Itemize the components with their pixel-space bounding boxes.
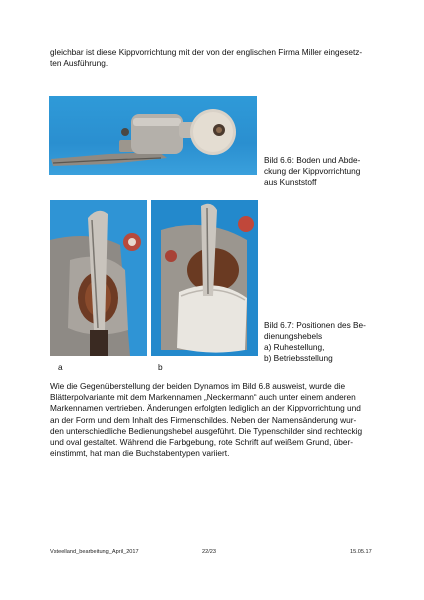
footer-page-number: 22/23 bbox=[202, 549, 216, 555]
text-line: Blätterpolvariante mit dem Markennamen „Neckermann“ auch unter einem anderen bbox=[50, 392, 356, 403]
text-line: und oval gestaltet. Während die Farbgebung, rote Schrift auf weißem Grund, über- bbox=[50, 437, 353, 448]
text-line: gleichbar ist diese Kippvorrichtung mit der von der englischen Firma Miller eingesetz- bbox=[50, 47, 363, 57]
footer-document-name: Vsteelland_bearbeitung_April_2017 bbox=[50, 549, 139, 555]
intro-paragraph bbox=[50, 47, 380, 69]
figure-6-7b-label: b bbox=[158, 362, 163, 372]
figure-6-7-caption bbox=[264, 320, 384, 364]
figure-6-7a-photo bbox=[50, 200, 147, 356]
figure-6-7a-label: a bbox=[58, 362, 63, 372]
figure-6-6-photo bbox=[49, 96, 257, 175]
lever-rest-position-photo bbox=[50, 200, 147, 356]
text-line: Markennamen vertrieben. Änderungen erfolgten lediglich an der Kippvorrichtung und bbox=[50, 403, 361, 414]
body-paragraph bbox=[50, 381, 380, 459]
figure-6-7b-photo bbox=[151, 200, 258, 356]
text-line: ten Ausführung. bbox=[50, 58, 109, 69]
caption-line: dienungshebels bbox=[264, 331, 323, 341]
figure-6-6-caption bbox=[264, 155, 384, 188]
caption-line: ckung der Kippvorrichtung bbox=[264, 166, 361, 176]
tilting-mechanism-photo bbox=[49, 96, 257, 175]
text-line: Wie die Gegenüberstellung der beiden Dynamos im Bild 6.8 ausweist, wurde die bbox=[50, 381, 346, 391]
caption-line: b) Betriebsstellung bbox=[264, 353, 333, 363]
footer-date: 15.05.17 bbox=[350, 549, 372, 555]
text-line: an der Form und dem Inhalt des Firmenschildes. Neben der Namensänderung wur- bbox=[50, 414, 357, 425]
caption-line: a) Ruhestellung, bbox=[264, 342, 325, 352]
text-line: einstimmt, hat man die Buchstabentypen variiert. bbox=[50, 448, 230, 459]
lever-operating-position-photo bbox=[151, 200, 258, 356]
caption-line: Bild 6.7: Positionen des Be- bbox=[264, 320, 366, 330]
text-line: den unterschiedliche Bedienungshebel ausgeführt. Die Typenschilder sind rechteckig bbox=[50, 425, 363, 436]
caption-line: aus Kunststoff bbox=[264, 177, 317, 187]
caption-line: Bild 6.6: Boden und Abde- bbox=[264, 155, 361, 165]
